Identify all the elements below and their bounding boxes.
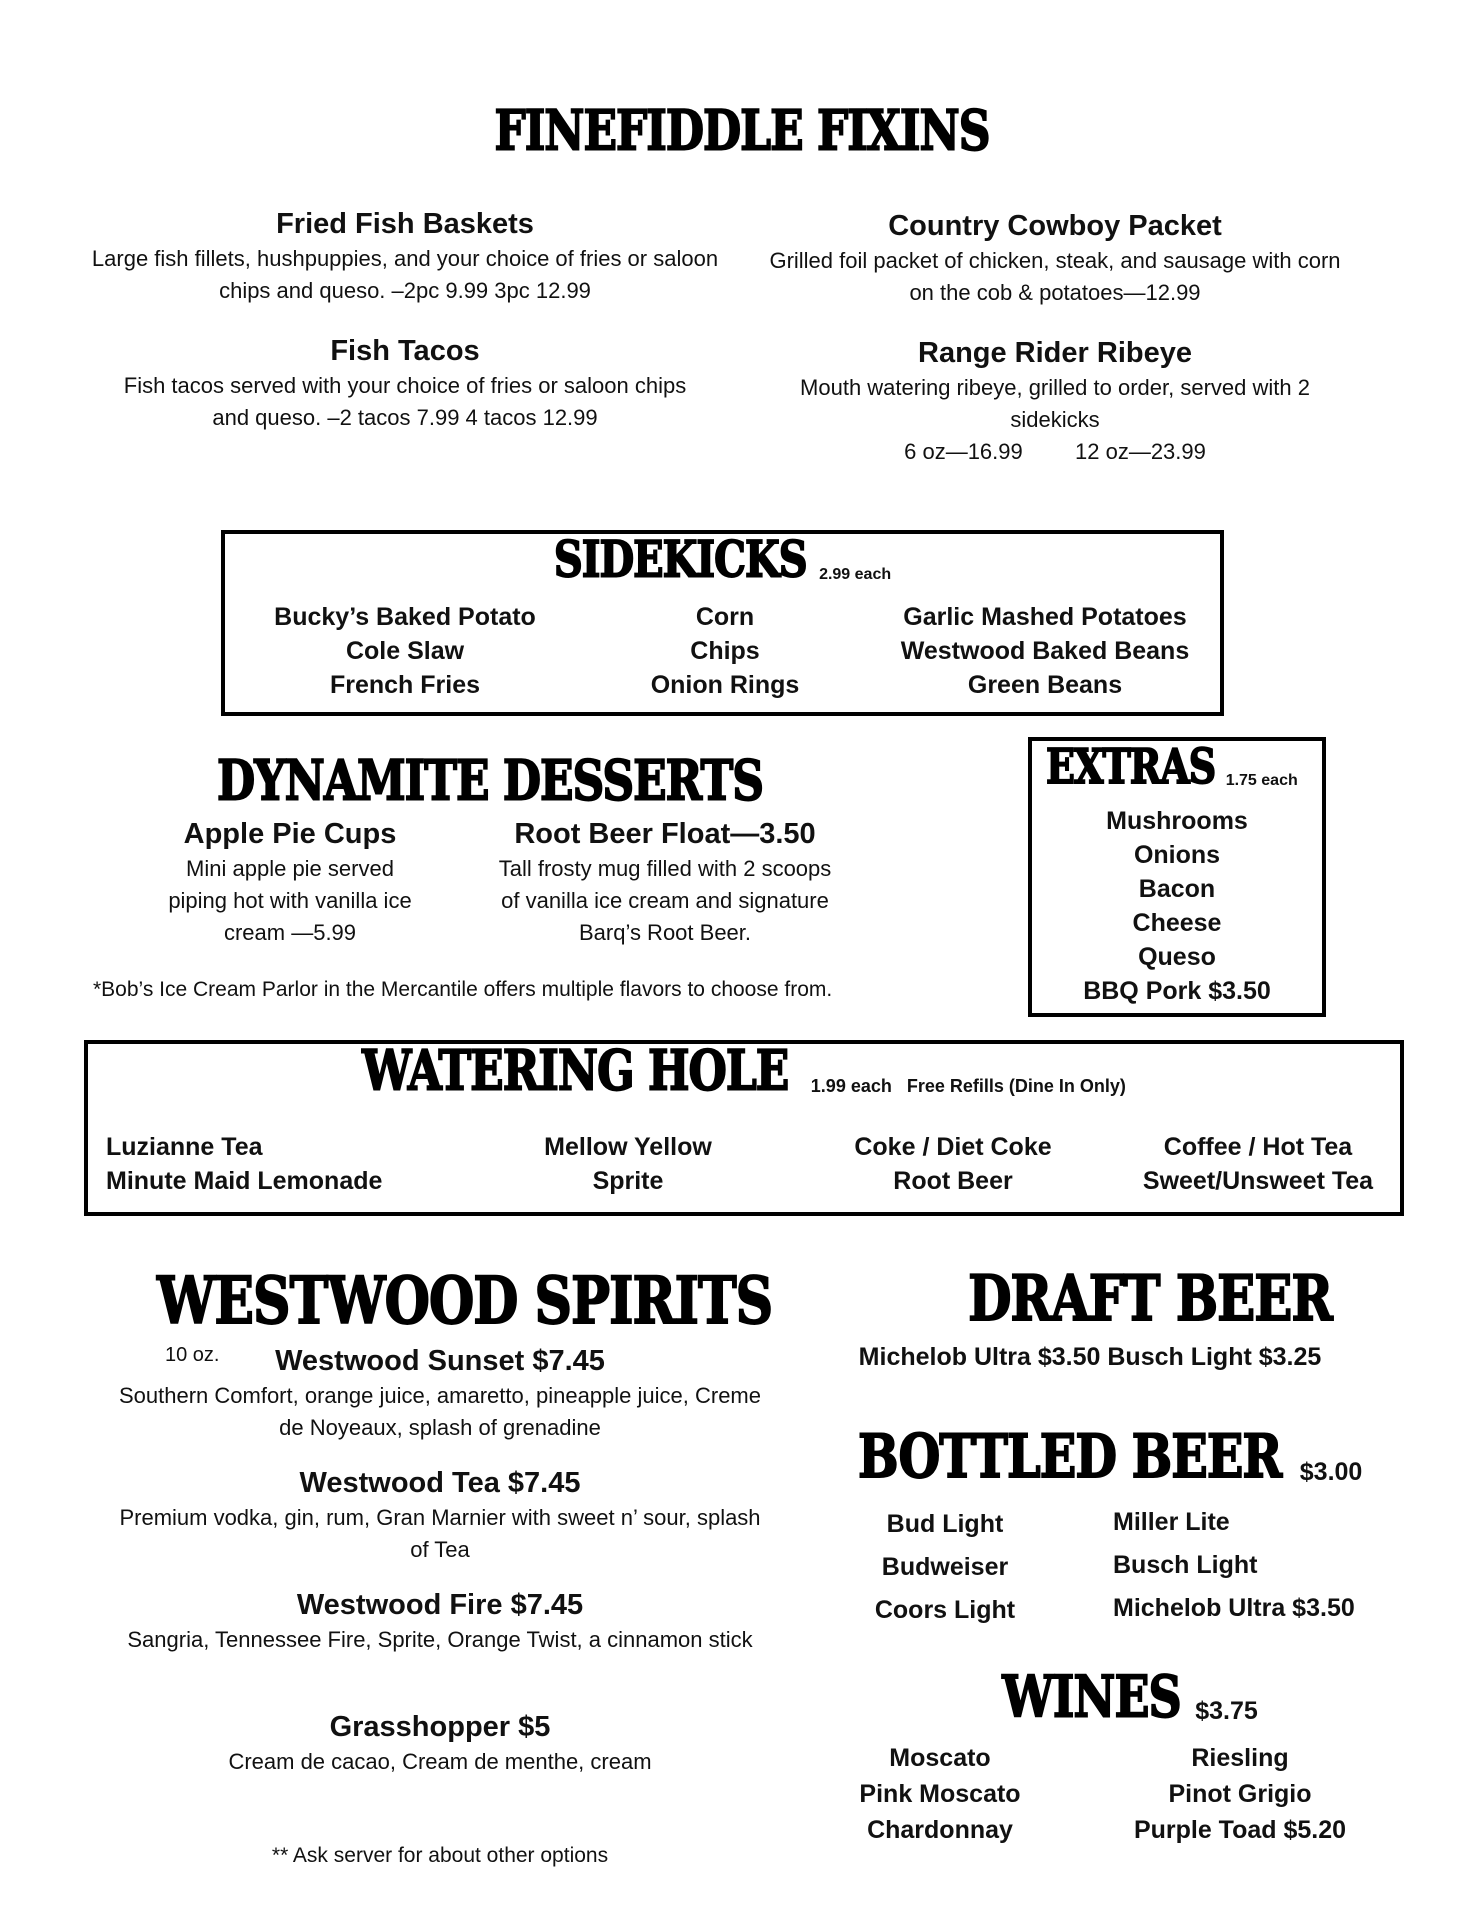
- spirits-note: 10 oz.: [165, 1344, 220, 1366]
- list-item: Coffee / Hot Tea: [1163, 1133, 1353, 1161]
- spirit-tea: [110, 1467, 770, 1566]
- list-item: Michelob Ultra $3.50: [1113, 1594, 1355, 1622]
- item-desc: Cream de cacao, Cream de menthe, cream: [228, 1749, 652, 1774]
- desserts-title: DYNAMITE DESSERTS: [217, 749, 763, 813]
- item-desc: Premium vodka, gin, rum, Gran Marnier with sweet n’ sour, splash of Tea: [119, 1505, 761, 1562]
- list-item: Root Beer: [893, 1167, 1013, 1195]
- list-item: Green Beans: [967, 671, 1123, 699]
- desserts-footnote: *Bob’s Ice Cream Parlor in the Mercantile offers multiple flavors to choose from.: [93, 978, 833, 1001]
- spirits-footnote: ** Ask server for about other options: [271, 1844, 609, 1867]
- watering-hole-col-4: [1128, 1130, 1388, 1198]
- list-item: Mushrooms: [1106, 807, 1248, 835]
- watering-hole-col-3: [828, 1130, 1078, 1198]
- sidekicks-box: [221, 530, 1224, 716]
- item-name: Grasshopper $5: [329, 1711, 551, 1743]
- page-title: FINEFIDDLE FIXINS: [494, 99, 990, 163]
- list-item: Queso: [1138, 943, 1216, 971]
- item-desc: Large fish fillets, hushpuppies, and your choice of fries or saloon chips and queso. –2pc 9.99 3pc 12.99: [91, 246, 719, 303]
- wines-title: WINES: [1002, 1662, 1181, 1730]
- watering-hole-box: [84, 1040, 1404, 1216]
- watering-hole-note: 1.99 each Free Refills (Dine In Only): [810, 1076, 1126, 1096]
- spirits-title: WESTWOOD SPIRITS: [157, 1262, 773, 1339]
- item-name: Westwood Fire $7.45: [296, 1589, 584, 1621]
- item-name: Root Beer Float—3.50: [514, 818, 816, 850]
- item-desc: Sangria, Tennessee Fire, Sprite, Orange Twist, a cinnamon stick: [127, 1627, 753, 1652]
- list-item: Coors Light: [874, 1596, 1016, 1624]
- item-name: Fish Tacos: [330, 335, 480, 367]
- list-item: Garlic Mashed Potatoes: [903, 603, 1187, 631]
- sidekicks-note: 2.99 each: [819, 566, 892, 583]
- list-item: Cheese: [1132, 909, 1222, 937]
- ribeye-price-large: 12 oz—23.99: [1075, 439, 1206, 464]
- spirit-fire: [110, 1589, 770, 1656]
- wines-price: $3.75: [1195, 1697, 1258, 1725]
- item-desc: Southern Comfort, orange juice, amaretto, pineapple juice, Creme de Noyeaux, splash of grenadine: [118, 1383, 761, 1440]
- sidekicks-col-2: [575, 600, 875, 702]
- ribeye-price-small: 6 oz—16.99: [904, 439, 1023, 464]
- main-item-ribeye: [755, 337, 1355, 468]
- spirit-sunset: [110, 1345, 770, 1444]
- list-item: Onion Rings: [650, 671, 800, 699]
- bottled-beer-col-1: [850, 1503, 1040, 1632]
- item-name: Westwood Sunset $7.45: [275, 1345, 605, 1377]
- list-item: Pink Moscato: [859, 1780, 1021, 1808]
- bottled-beer-price: $3.00: [1299, 1458, 1363, 1486]
- main-item-cowboy-packet: [755, 210, 1355, 309]
- list-item: Bucky’s Baked Potato: [274, 603, 536, 631]
- list-item: Corn: [695, 603, 755, 631]
- list-item: Bud Light: [886, 1510, 1004, 1538]
- sidekicks-col-3: [875, 600, 1215, 702]
- list-item: Riesling: [1191, 1744, 1289, 1772]
- list-item: Moscato: [889, 1744, 991, 1772]
- draft-beer-line: Michelob Ultra $3.50 Busch Light $3.25: [858, 1343, 1322, 1371]
- extras-note: 1.75 each: [1225, 772, 1298, 789]
- list-item: BBQ Pork $3.50: [1083, 977, 1271, 1005]
- item-name: Country Cowboy Packet: [888, 210, 1222, 242]
- list-item: Luzianne Tea: [106, 1133, 263, 1161]
- dessert-root-beer-float: [485, 818, 845, 949]
- extras-list: [1032, 804, 1322, 1008]
- watering-hole-title: WATERING HOLE: [362, 1039, 789, 1103]
- list-item: Sweet/Unsweet Tea: [1142, 1167, 1374, 1195]
- list-item: Purple Toad $5.20: [1133, 1816, 1347, 1844]
- dessert-apple-pie: [140, 818, 440, 949]
- list-item: French Fries: [329, 671, 481, 699]
- bottled-beer-col-2: [1113, 1501, 1413, 1630]
- item-desc: Mini apple pie served piping hot with vanilla ice cream —5.99: [168, 856, 412, 945]
- extras-box: [1028, 737, 1326, 1017]
- item-name: Range Rider Ribeye: [918, 337, 1192, 369]
- list-item: Coke / Diet Coke: [854, 1133, 1052, 1161]
- list-item: Busch Light: [1113, 1551, 1258, 1579]
- spirit-grasshopper: [110, 1711, 770, 1778]
- item-desc: Grilled foil packet of chicken, steak, and sausage with corn on the cob & potatoes—12.99: [769, 248, 1341, 305]
- item-name: Westwood Tea $7.45: [299, 1467, 581, 1499]
- list-item: Chips: [690, 637, 760, 665]
- item-desc: Mouth watering ribeye, grilled to order, served with 2 sidekicks: [800, 375, 1310, 432]
- bottled-beer-title: BOTTLED BEER: [858, 1422, 1282, 1492]
- watering-hole-col-2: [503, 1130, 753, 1198]
- list-item: Onions: [1133, 841, 1221, 869]
- wines-col-1: [840, 1740, 1040, 1848]
- list-item: Cole Slaw: [345, 637, 465, 665]
- draft-beer-title: DRAFT BEER: [968, 1261, 1332, 1335]
- item-name: Fried Fish Baskets: [276, 208, 534, 240]
- list-item: Mellow Yellow: [544, 1133, 712, 1161]
- sidekicks-title: SIDEKICKS: [553, 530, 807, 589]
- main-item-fish-tacos: [115, 335, 695, 434]
- list-item: Chardonnay: [867, 1816, 1013, 1844]
- list-item: Bacon: [1138, 875, 1216, 903]
- list-item: Pinot Grigio: [1168, 1780, 1312, 1808]
- sidekicks-col-1: [235, 600, 575, 702]
- list-item: Sprite: [592, 1167, 664, 1195]
- watering-hole-col-1: [106, 1130, 436, 1198]
- item-desc: Tall frosty mug filled with 2 scoops of vanilla ice cream and signature Barq’s Root Beer.: [498, 856, 832, 945]
- list-item: Budweiser: [881, 1553, 1009, 1581]
- list-item: Miller Lite: [1113, 1508, 1230, 1536]
- list-item: Minute Maid Lemonade: [106, 1167, 383, 1195]
- main-item-fried-fish: [90, 208, 720, 307]
- item-name: Apple Pie Cups: [183, 818, 397, 850]
- item-desc: Fish tacos served with your choice of fries or saloon chips and queso. –2 tacos 7.99 4 tacos 12.99: [123, 373, 687, 430]
- extras-title: EXTRAS: [1046, 737, 1216, 794]
- list-item: Westwood Baked Beans: [900, 637, 1190, 665]
- wines-col-2: [1110, 1740, 1370, 1848]
